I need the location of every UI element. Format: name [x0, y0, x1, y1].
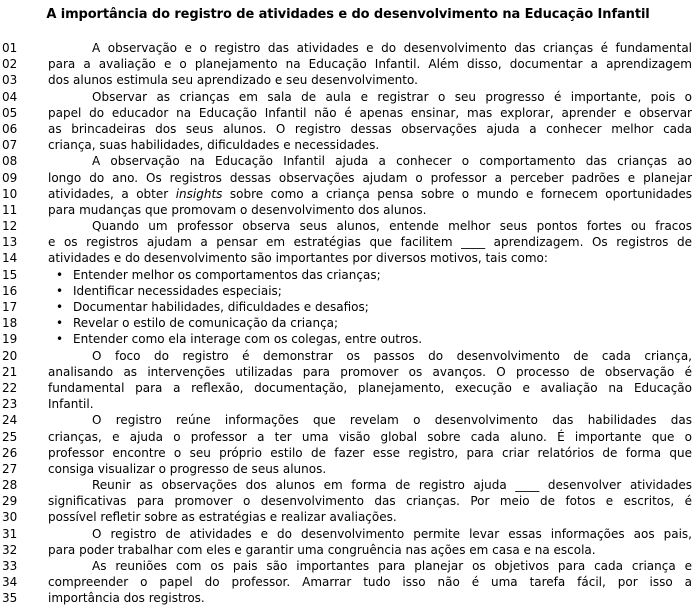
line-number: 07 — [2, 138, 18, 153]
text-line — [2, 493, 692, 509]
document-title: A importância do registro de atividades e do desenvolvimento na Educação Infantil — [46, 7, 650, 22]
line-number: 27 — [2, 461, 18, 476]
text-line — [2, 72, 692, 88]
line-number: 22 — [2, 380, 18, 395]
text-line — [2, 137, 692, 153]
line-text: Infantil. — [48, 397, 94, 412]
text-line — [2, 348, 692, 364]
line-text: consiga visualizar o progresso de seus alunos. — [48, 461, 327, 476]
text-line — [2, 477, 692, 493]
line-number: 13 — [2, 235, 18, 250]
text-line — [2, 267, 692, 283]
line-number: 20 — [2, 348, 18, 363]
bullet-icon: • — [56, 300, 64, 314]
text-line — [2, 558, 692, 574]
line-text: longo do ano. Os registros dessas observações ajudam o professor a perceber padrões e planejar — [48, 170, 692, 185]
bullet-icon: • — [56, 283, 64, 298]
line-text: dos alunos estimula seu aprendizado e seu desenvolvimento. — [48, 73, 418, 88]
line-text: O registro de atividades e do desenvolvimento permite levar essas informações aos pais, — [92, 526, 692, 541]
bullet-item — [48, 283, 692, 299]
line-number: 21 — [2, 364, 18, 379]
line-text: As reuniões com os pais são importantes para planejar os objetivos para cada criança e — [92, 559, 692, 573]
line-number: 17 — [2, 300, 18, 314]
line-number: 15 — [2, 267, 18, 282]
line-text: Observar as crianças em sala de aula e registrar o seu progresso é importante, pois o — [92, 89, 692, 104]
line-text: e os registros ajudam a pensar em estratégias que facilitem ____ aprendizagem. Os registros de — [48, 235, 692, 250]
text-line — [2, 461, 692, 477]
line-text: O foco do registro é demonstrar os passos do desenvolvimento de cada criança, — [92, 348, 692, 363]
line-number: 01 — [2, 41, 18, 55]
text-line — [2, 105, 692, 121]
bullet-icon: • — [56, 267, 64, 282]
text-line — [2, 412, 692, 428]
line-number: 03 — [2, 73, 18, 88]
text-line — [2, 299, 692, 315]
bullet-icon: • — [56, 316, 64, 331]
line-number: 19 — [2, 332, 18, 347]
line-number: 30 — [2, 510, 18, 525]
line-number: 24 — [2, 413, 18, 428]
line-text: atividades e do desenvolvimento são importantes por diversos motivos, tais como: — [48, 251, 548, 266]
line-text: O registro reúne informações que revelam o desenvolvimento das habilidades das — [92, 413, 692, 428]
line-number: 25 — [2, 429, 18, 444]
text-line — [2, 331, 692, 347]
bullet-text: Revelar o estilo de comunicação da criança; — [73, 316, 339, 331]
line-number: 26 — [2, 445, 18, 460]
line-text: analisando as intervenções utilizadas para promover os avanços. O processo de observação é — [48, 364, 692, 379]
line-number: 16 — [2, 283, 18, 298]
line-text — [48, 186, 692, 202]
bullet-item — [48, 315, 692, 331]
text-line — [2, 574, 692, 590]
line-text: crianças, e ajuda o professor a ter uma visão global sobre cada aluno. É importante que o — [48, 429, 692, 444]
line-number: 08 — [2, 154, 18, 169]
line-number: 05 — [2, 105, 18, 120]
bullet-icon: • — [56, 332, 64, 347]
line-number: 35 — [2, 591, 18, 606]
line-number: 28 — [2, 478, 18, 493]
line-text: Reunir as observações dos alunos em forma de registro ajuda ____ desenvolver atividades — [92, 478, 692, 493]
bullet-text: Entender melhor os comportamentos das crianças; — [73, 267, 381, 282]
line-number: 14 — [2, 251, 18, 266]
line-text: A observação na Educação Infantil ajuda a conhecer o comportamento das crianças ao — [92, 154, 692, 169]
line-text: as brincadeiras dos seus alunos. O registro dessas observações ajuda a conhecer melhor cada — [48, 121, 692, 136]
bullet-item — [48, 299, 692, 315]
line-text: fundamental para a reflexão, documentação, planejamento, execução e avaliação na Educação — [48, 380, 692, 395]
line-number: 23 — [2, 397, 18, 412]
line-text: criança, suas habilidades, dificuldades e necessidades. — [48, 138, 380, 153]
bullet-item — [48, 267, 692, 283]
line-number: 18 — [2, 316, 18, 331]
line-number: 09 — [2, 170, 18, 185]
text-line — [2, 56, 692, 72]
text-line — [2, 121, 692, 137]
text-line — [2, 202, 692, 218]
text-line — [2, 283, 692, 299]
line-text-pre: atividades, a obter — [48, 186, 176, 201]
text-line — [2, 89, 692, 105]
text-line — [2, 153, 692, 169]
line-text: papel do educador na Educação Infantil não é apenas ensinar, mas explorar, aprender e observar — [48, 105, 692, 120]
line-number: 04 — [2, 89, 18, 104]
bullet-item — [48, 331, 692, 347]
line-text: significativas para promover o desenvolvimento das crianças. Por meio de fotos e escritos, é — [48, 494, 692, 509]
line-number: 10 — [2, 186, 18, 201]
line-text: para a avaliação e o planejamento na Educação Infantil. Além disso, documentar a aprendizagem — [48, 57, 692, 72]
line-text: para mudanças que promovam o desenvolvimento dos alunos. — [48, 202, 427, 217]
bullet-text: Entender como ela interage com os colegas, entre outros. — [73, 332, 423, 347]
text-line — [2, 315, 692, 331]
line-number: 11 — [2, 202, 18, 217]
text-line — [2, 40, 692, 56]
text-line — [2, 234, 692, 250]
bullet-text: Documentar habilidades, dificuldades e desafios; — [73, 300, 369, 314]
line-text: importância dos registros. — [48, 591, 205, 606]
line-number: 29 — [2, 494, 18, 509]
line-number: 32 — [2, 542, 18, 557]
line-number: 34 — [2, 575, 18, 590]
text-line — [2, 186, 692, 202]
text-line — [2, 250, 692, 266]
text-line — [2, 170, 692, 186]
text-line — [2, 218, 692, 234]
italic-term: insights — [175, 186, 223, 201]
text-line — [2, 396, 692, 412]
line-text: compreender o papel do professor. Amarrar tudo isso não é uma tarefa fácil, por isso a — [48, 575, 692, 590]
text-line — [2, 526, 692, 542]
line-text: professor encontre o seu próprio estilo de fazer esse registro, para criar relatórios de forma que — [48, 445, 692, 460]
line-number: 31 — [2, 526, 18, 541]
text-line — [2, 445, 692, 461]
line-text: para poder trabalhar com eles e garantir uma congruência nas ações em casa e na escola. — [48, 542, 596, 557]
text-line — [2, 590, 692, 606]
numbered-text-body — [2, 40, 692, 607]
bullet-text: Identificar necessidades especiais; — [73, 283, 282, 298]
text-line — [2, 380, 692, 396]
line-number: 06 — [2, 121, 18, 136]
line-text: Quando um professor observa seus alunos, entende melhor seus pontos fortes ou fracos — [92, 219, 692, 234]
line-text-post: sobre como a criança pensa sobre o mundo e fornecem oportunidades — [222, 186, 692, 201]
line-number: 12 — [2, 219, 18, 234]
text-line — [2, 509, 692, 525]
line-text: A observação e o registro das atividades e do desenvolvimento das crianças é fundamental — [92, 41, 692, 55]
text-line — [2, 429, 692, 445]
line-number: 02 — [2, 57, 18, 72]
text-line — [2, 364, 692, 380]
text-line — [2, 542, 692, 558]
line-text: possível refletir sobre as estratégias e realizar avaliações. — [48, 510, 397, 525]
line-number: 33 — [2, 559, 18, 573]
